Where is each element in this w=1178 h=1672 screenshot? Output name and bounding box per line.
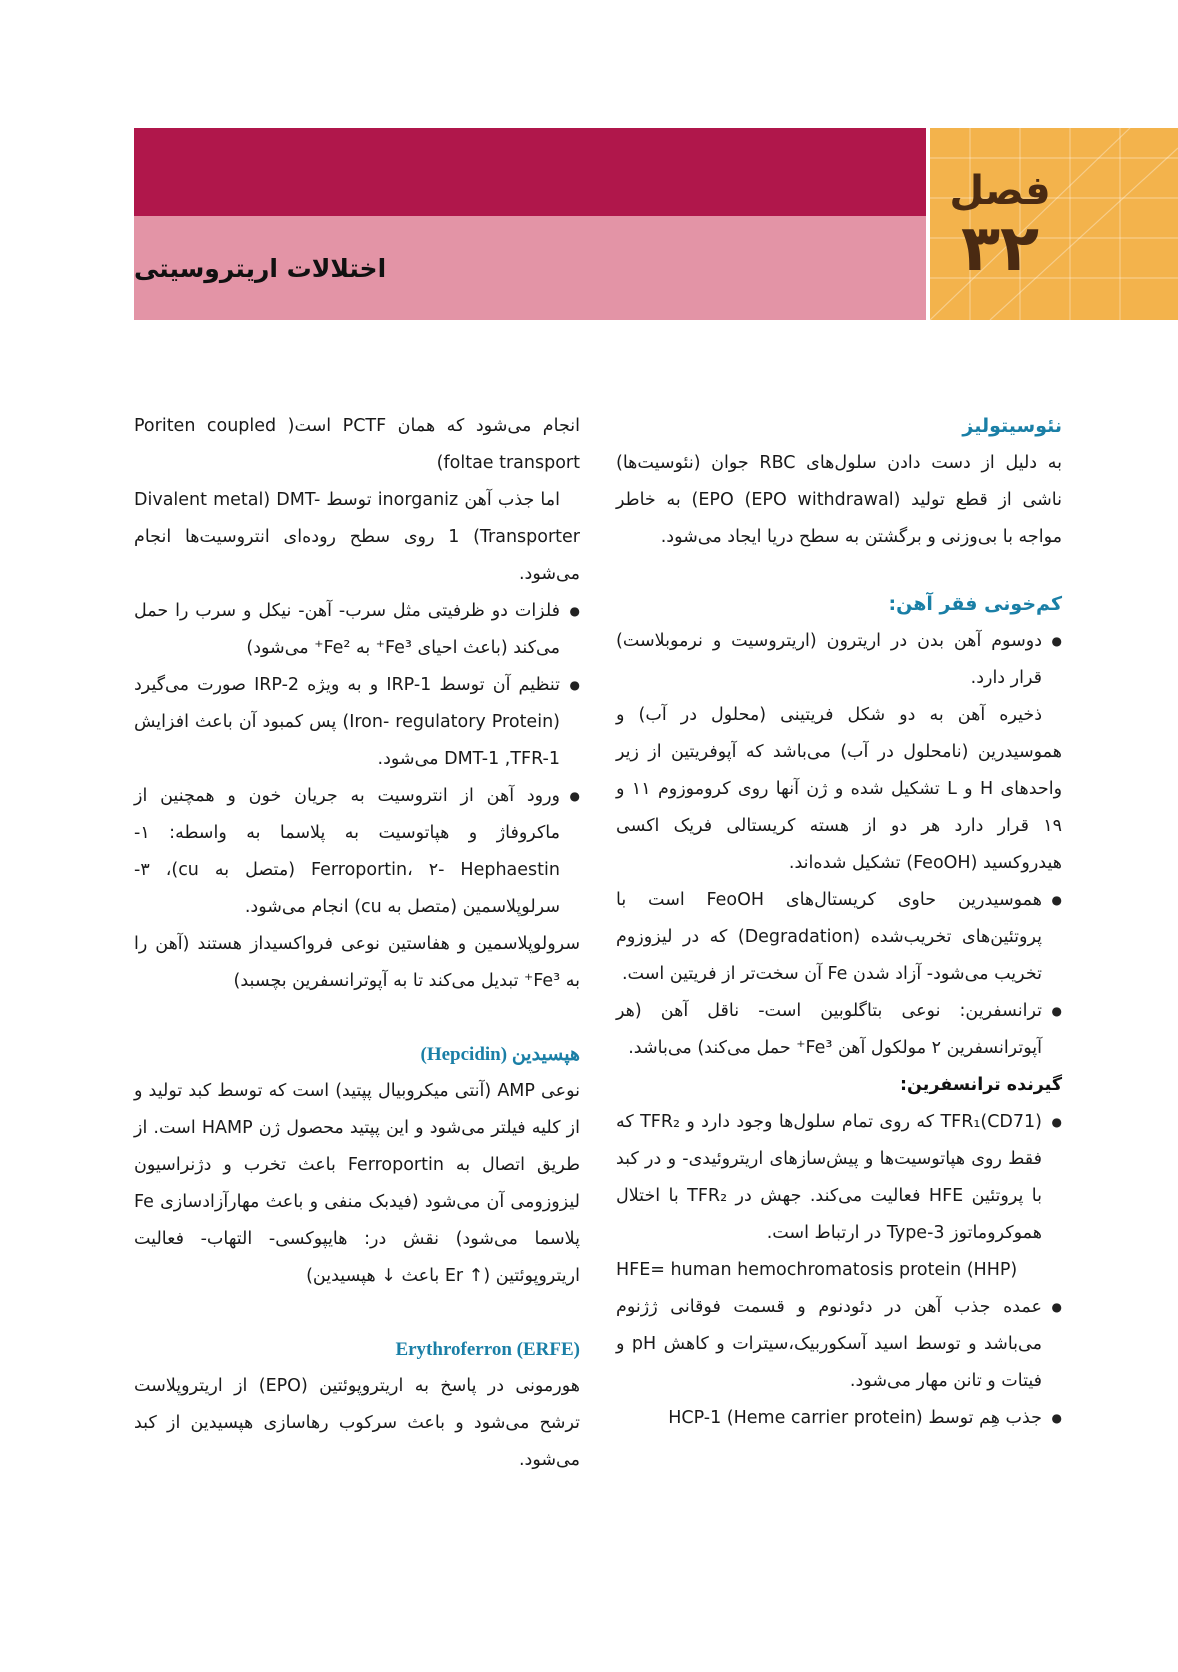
bullet-iron-entry: ● ورود آهن از انتروسیت به جریان خون و همچنین از ماکروفاژ و هپاتوسیت به پلاسما به واسطه: ۱- Ferroportin، ۲- Hephaestin (متصل به cu)، ۳- سرلوپلاسمین (متصل به cu) انجام می‌شود. [134, 778, 580, 926]
heading-hepcidin: هپسیدین (Hepcidin) [420, 1044, 580, 1065]
heading-erythroferron: (ERFE) Erythroferron [395, 1339, 580, 1360]
bullet-iron-erythron: ● دوسوم آهن بدن در اریترون (اریتروسیت و نرموبلاست) قرار دارد. [616, 623, 1062, 697]
bullet-irp-regulation: ● تنظیم آن توسط IRP-1 و به ویژه IRP-2 صورت می‌گیرد (Iron- regulatory Protein) پس کمبود آن باعث افزایش DMT-1 ,TFR-1 می‌شود. [134, 667, 580, 778]
heading-neocytolysis: نئوسیتولیز [962, 415, 1062, 437]
paragraph-dmt1: اما جذب آهن inorganiz توسط Divalent metal) DMT-1 (Transporter روی سطح روده‌ای انتروسیت‌ها انجام می‌شود. [134, 490, 580, 584]
chapter-number: ۳۲ [960, 212, 1040, 286]
chapter-title: اختلالات اریتروسیتی [134, 253, 387, 283]
bullet-transferrin: ● ترانسفرین: نوعی بتاگلوبین است- ناقل آهن (هر آپوترانسفرین ۲ مولکول آهن Fe³⁺ حمل می‌کند) می‌باشد. [616, 993, 1062, 1067]
paragraph-ferroxidase: سرولوپلاسمین و هفاستین نوعی فرواکسیداز هستند (آهن را به Fe³⁺ تبدیل می‌کند تا به آپوترانسفرین بچسبد) [134, 934, 580, 991]
bullet-tfr: ● TFR₁(CD71) که روی تمام سلول‌ها وجود دارد و TFR₂ که فقط روی هپاتوسیت‌ها و پیش‌سازهای اریتروئیدی- و در کبد با پروتئین HFE فعالیت می‌کند. جهش در TFR₂ با اختلال هموکروماتوز Type-3 در ارتباط است. [616, 1104, 1062, 1252]
heading-transferrin-receptor: گیرنده ترانسفرین: [900, 1075, 1062, 1095]
bullet-divalent-metals: ● فلزات دو ظرفیتی مثل سرب- آهن- نیکل و سرب را حمل می‌کند (باعث احیای Fe³⁺ به Fe²⁺ می‌شود) [134, 593, 580, 667]
bullet-heme-absorption: ● جذب هِم توسط HCP-1 (Heme carrier protein) [616, 1400, 1062, 1437]
paragraph-hepcidin: نوعی AMP (آنتی میکروبیال پپتید) است که توسط کبد تولید و از کلیه فیلتر می‌شود و این پپتید محصول ژن HAMP است. از طریق اتصال به Ferroportin باعث تخرب و دژنراسیون لیزوزومی آن می‌شود (فیدبک منفی و باعث مهارآزادسازی Fe پلاسما می‌شود) نقش در: هایپوکسی- التهاب- فعالیت اریتروپوئتین (↑ Er باعث ↓ هپسیدین) [134, 1081, 580, 1286]
bullet-hemosiderin: ● هموسیدرین حاوی کریستال‌های FeoOH است با پروتئین‌های تخریب‌شده (Degradation) که در لیزوزوم تخریب می‌شود- آزاد شدن Fe آن سخت‌تر از فریتین است. [616, 882, 1062, 993]
heading-iron-deficiency-anemia: کم‌خونی فقر آهن: [888, 593, 1062, 615]
paragraph-iron-storage: ذخیره آهن به دو شکل فریتینی (محلول در آب) و هموسیدرین (نامحلول در آب) می‌باشد که آپوفریتین از زیر واحدهای H و L تشکیل شده و ژن آنها روی کروموزوم ۱۱ و ۱۹ قرار دارد هر دو از هسته کریستالی فریک اکسی هیدروکسید (FeoOH) تشکیل شده‌اند. [616, 705, 1063, 873]
header-band-top [134, 128, 926, 216]
paragraph-erythroferron: هورمونی در پاسخ به اریتروپوئتین (EPO) از اریتروپلاست ترشح می‌شود و باعث سرکوب رهاسازی هپسیدین از کبد می‌شود. [134, 1376, 580, 1470]
right-column [616, 408, 1062, 1437]
paragraph-pctf: انجام می‌شود که همان PCTF است( Poriten coupled foltae transport) [134, 416, 580, 473]
left-column [134, 408, 580, 1479]
paragraph-neocytolysis: به دلیل از دست دادن سلول‌های RBC جوان (نئوسیت‌ها) ناشی از قطع تولید (EPO withdrawal) EPO) به خاطر مواجه با بی‌وزنی و برگشتن به سطح دریا ایجاد می‌شود. [616, 453, 1062, 547]
bullet-iron-absorption: ● عمده جذب آهن در دئودنوم و قسمت فوقانی ژژنوم می‌باشد و توسط اسید آسکوربیک،سیترات و کاهش pH و فیتات و تانن مهار می‌شود. [616, 1289, 1062, 1400]
chapter-label: فصل [949, 168, 1051, 214]
line-hfe-definition: HFE= human hemochromatosis protein (HHP) [616, 1260, 1018, 1280]
